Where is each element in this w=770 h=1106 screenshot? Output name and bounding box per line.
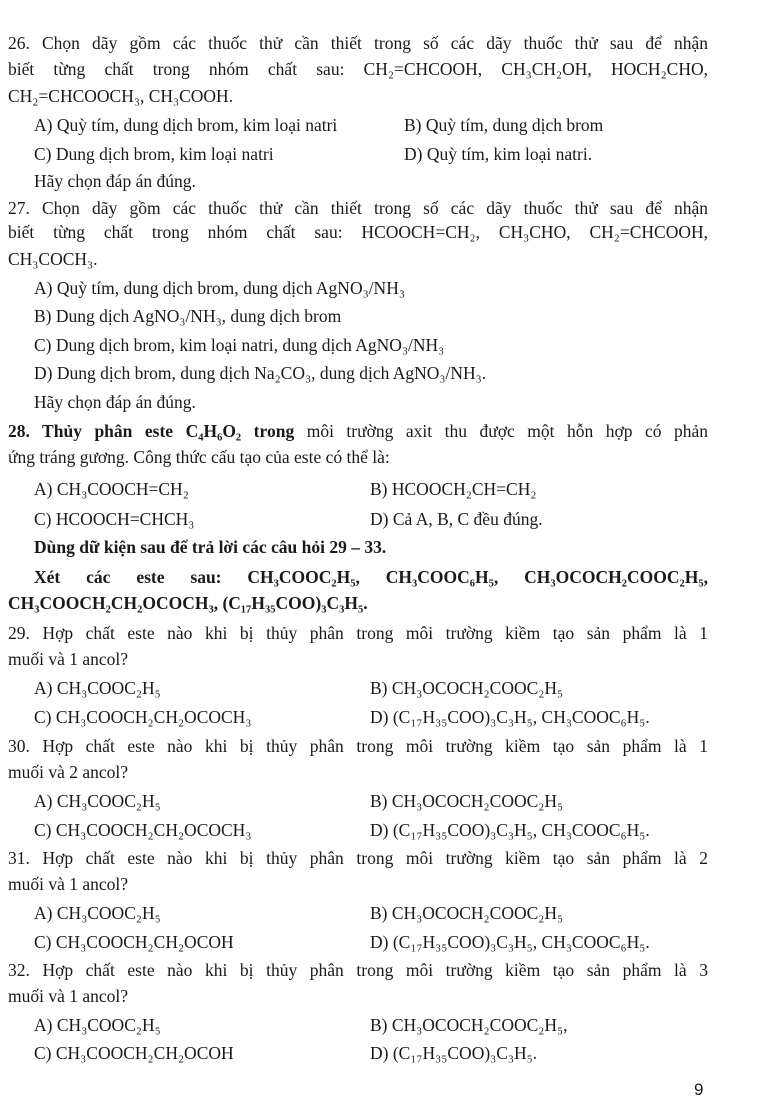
q31-option-a: A) CH₃COOC₂H₅: [34, 903, 161, 923]
q28-option-d: D) Cả A, B, C đều đúng.: [370, 509, 543, 529]
q30-text-line1: 30. Hợp chất este nào khi bị thủy phân trong môi trường kiềm tạo sản phẩm là 1: [8, 736, 708, 756]
context-line2: CH₃COOCH₂CH₂OCOCH₃, (C₁₇H₃₅COO)₃C₃H₅.: [8, 593, 368, 613]
q30-option-c: C) CH₃COOCH₂CH₂OCOCH₃: [34, 820, 252, 840]
q31-text-line2: muối và 1 ancol?: [8, 874, 129, 894]
q32-text-line2: muối và 1 ancol?: [8, 986, 129, 1006]
q27-option-b: B) Dung dịch AgNO₃/NH₃, dung dịch brom: [34, 306, 342, 326]
q26-text-line2: biết từng chất trong nhóm chất sau: CH₂=CHCOOH, CH₃CH₂OH, HOCH₂CHO,: [8, 59, 708, 79]
context-line1: Xét các este sau: CH₃COOC₂H₅, CH₃COOC₆H₅, CH₃OCOCH₂COOC₂H₅,: [34, 567, 708, 587]
q26-prompt: Hãy chọn đáp án đúng.: [34, 171, 196, 191]
q31-option-b: B) CH₃OCOCH₂COOC₂H₅: [370, 903, 564, 923]
q29-text-line1: 29. Hợp chất este nào khi bị thủy phân trong môi trường kiềm tạo sản phẩm là 1: [8, 623, 708, 643]
q26-option-d: D) Quỳ tím, kim loại natri.: [404, 144, 593, 164]
q29-option-d: D) (C₁₇H₃₅COO)₃C₃H₅, CH₃COOC₆H₅.: [370, 707, 650, 727]
q28-option-c: C) HCOOCH=CHCH₃: [34, 509, 195, 529]
q32-option-a: A) CH₃COOC₂H₅: [34, 1015, 161, 1035]
q30-option-d: D) (C₁₇H₃₅COO)₃C₃H₅, CH₃COOC₆H₅.: [370, 820, 650, 840]
q28-bold-lead: 28. Thủy phân este C₄H₆O₂ trong: [8, 421, 295, 441]
q31-text-line1: 31. Hợp chất este nào khi bị thủy phân trong môi trường kiềm tạo sản phẩm là 2: [8, 848, 708, 868]
q27-text-line1: 27. Chọn dãy gồm các thuốc thử cần thiết trong số các dãy thuốc thử sau để nhận: [8, 198, 708, 218]
q27-text-line3: CH₃COCH₃.: [8, 249, 98, 269]
q26-text-line3: CH₂=CHCOOCH₃, CH₃COOH.: [8, 86, 234, 106]
q27-text-line2: biết từng chất trong nhóm chất sau: HCOOCH=CH₂, CH₃CHO, CH₂=CHCOOH,: [8, 222, 708, 242]
q26-option-a: A) Quỳ tím, dung dịch brom, kim loại natri: [34, 115, 338, 135]
q29-text-line2: muối và 1 ancol?: [8, 649, 129, 669]
q32-option-b: B) CH₃OCOCH₂COOC₂H₅,: [370, 1015, 568, 1035]
q28-option-a: A) CH₃COOCH=CH₂: [34, 479, 189, 499]
q28-line1-rest: môi trường axit thu được một hỗn hợp có phản: [294, 421, 708, 441]
q31-option-c: C) CH₃COOCH₂CH₂OCOH: [34, 932, 234, 952]
context-heading: Dùng dữ kiện sau để trả lời các câu hỏi 29 – 33.: [34, 537, 387, 557]
q27-prompt: Hãy chọn đáp án đúng.: [34, 392, 196, 412]
q32-option-d: D) (C₁₇H₃₅COO)₃C₃H₅.: [370, 1043, 538, 1063]
q26-option-c: C) Dung dịch brom, kim loại natri: [34, 144, 274, 164]
page-number: 9: [694, 1080, 704, 1099]
q30-option-a: A) CH₃COOC₂H₅: [34, 791, 161, 811]
q26-text-line1: 26. Chọn dãy gồm các thuốc thử cần thiết trong số các dãy thuốc thử sau để nhận: [8, 33, 708, 53]
q29-option-c: C) CH₃COOCH₂CH₂OCOCH₃: [34, 707, 252, 727]
q32-option-c: C) CH₃COOCH₂CH₂OCOH: [34, 1043, 234, 1063]
q28-option-b: B) HCOOCH₂CH=CH₂: [370, 479, 537, 499]
q27-option-d: D) Dung dịch brom, dung dịch Na₂CO₃, dung dịch AgNO₃/NH₃.: [34, 363, 487, 383]
q29-option-b: B) CH₃OCOCH₂COOC₂H₅: [370, 678, 564, 698]
q30-text-line2: muối và 2 ancol?: [8, 762, 129, 782]
q27-option-a: A) Quỳ tím, dung dịch brom, dung dịch AgNO₃/NH₃: [34, 278, 405, 298]
q29-option-a: A) CH₃COOC₂H₅: [34, 678, 161, 698]
q31-option-d: D) (C₁₇H₃₅COO)₃C₃H₅, CH₃COOC₆H₅.: [370, 932, 650, 952]
q26-option-b: B) Quỳ tím, dung dịch brom: [404, 115, 604, 135]
q32-text-line1: 32. Hợp chất este nào khi bị thủy phân trong môi trường kiềm tạo sản phẩm là 3: [8, 960, 708, 980]
q30-option-b: B) CH₃OCOCH₂COOC₂H₅: [370, 791, 564, 811]
q27-option-c: C) Dung dịch brom, kim loại natri, dung dịch AgNO₃/NH₃: [34, 335, 445, 355]
q28-text-line2: ứng tráng gương. Công thức cấu tạo của este có thể là:: [8, 447, 390, 467]
q28-text-line1: [8, 420, 708, 442]
